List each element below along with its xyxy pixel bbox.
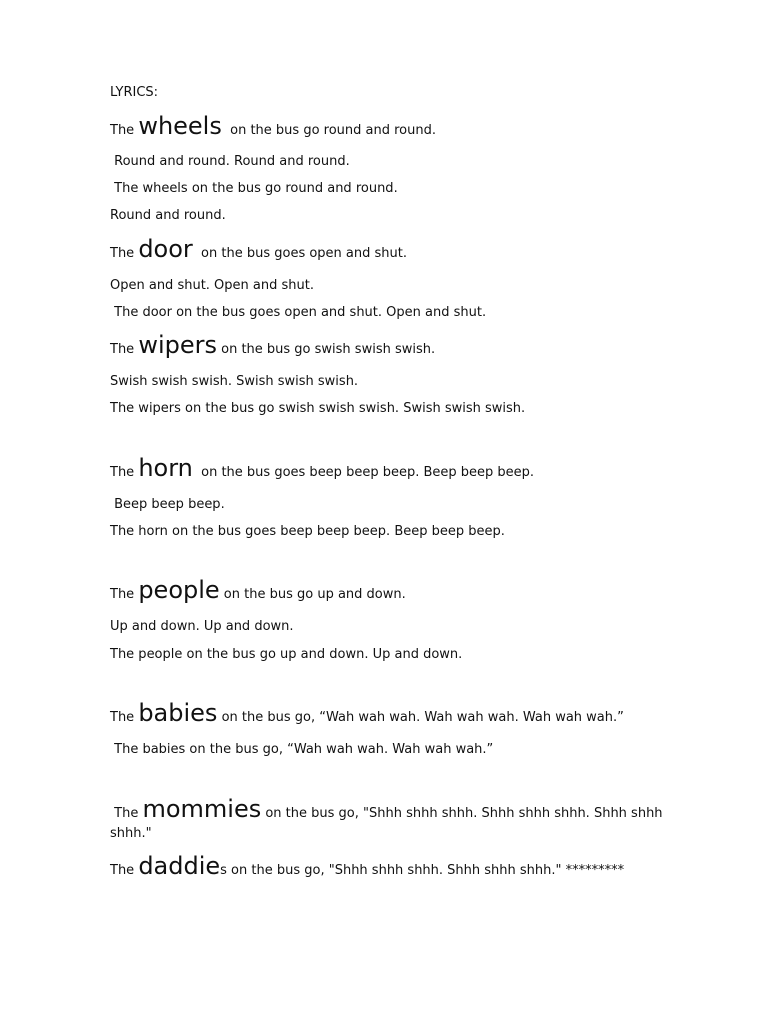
key-word-people: people xyxy=(138,576,220,604)
verse-daddies-title xyxy=(110,854,624,880)
verse-rest: on the bus goes open and shut. xyxy=(192,246,407,261)
the-word: The xyxy=(110,246,139,261)
key-word-babies: babies xyxy=(138,699,218,727)
verse-babies-title xyxy=(110,701,624,727)
the-word: The xyxy=(110,123,139,138)
lyrics-heading: LYRICS: xyxy=(110,85,159,100)
key-word-wheels: wheels xyxy=(138,112,222,140)
verse-rest: s on the bus go, "Shhh shhh shhh. Shhh shhh shhh." ********* xyxy=(220,863,625,878)
the-word: The xyxy=(110,710,139,725)
the-word: The xyxy=(110,465,139,480)
key-word-daddie: daddie xyxy=(138,852,221,880)
verse-line: Swish swish swish. Swish swish swish. xyxy=(110,374,359,389)
verse-door-title xyxy=(110,237,407,263)
verse-line: Open and shut. Open and shut. xyxy=(110,278,314,293)
verse-line: The wheels on the bus go round and round. xyxy=(110,181,398,196)
verse-rest: on the bus goes beep beep beep. Beep beep beep. xyxy=(192,465,535,480)
verse-horn-title xyxy=(110,456,534,482)
verse-rest: on the bus go swish swish swish. xyxy=(216,342,436,357)
the-word: The xyxy=(110,863,139,878)
the-word: The xyxy=(110,342,139,357)
verse-wheels-title xyxy=(110,114,436,140)
verse-rest: on the bus go round and round. xyxy=(221,123,436,138)
verse-line: Round and round. xyxy=(110,208,226,223)
verse-line: The door on the bus goes open and shut. Open and shut. xyxy=(110,305,487,320)
verse-line: Round and round. Round and round. xyxy=(110,154,350,169)
verse-people-title xyxy=(110,578,406,604)
key-word-door: door xyxy=(138,235,193,263)
verse-mommies-title xyxy=(110,797,670,844)
verse-wipers-title xyxy=(110,333,435,359)
verse-line: Beep beep beep. xyxy=(110,497,225,512)
verse-line: The horn on the bus goes beep beep beep. Beep beep beep. xyxy=(110,524,505,539)
verse-rest: on the bus go up and down. xyxy=(219,587,406,602)
the-word: The xyxy=(110,587,139,602)
key-word-mommies: mommies xyxy=(142,795,262,823)
verse-line: The babies on the bus go, “Wah wah wah. Wah wah wah.” xyxy=(110,742,494,757)
key-word-wipers: wipers xyxy=(138,331,217,359)
verse-line: Up and down. Up and down. xyxy=(110,619,294,634)
verse-rest: on the bus go, “Wah wah wah. Wah wah wah. Wah wah wah.” xyxy=(217,710,624,725)
key-word-horn: horn xyxy=(138,454,193,482)
verse-line: The wipers on the bus go swish swish swish. Swish swish swish. xyxy=(110,401,526,416)
verse-rest: on the bus go, "Shhh shhh shhh. Shhh shhh shhh. Shhh shhh shhh." xyxy=(110,806,667,841)
verse-line: The people on the bus go up and down. Up and down. xyxy=(110,647,463,662)
the-word: The xyxy=(110,806,143,821)
